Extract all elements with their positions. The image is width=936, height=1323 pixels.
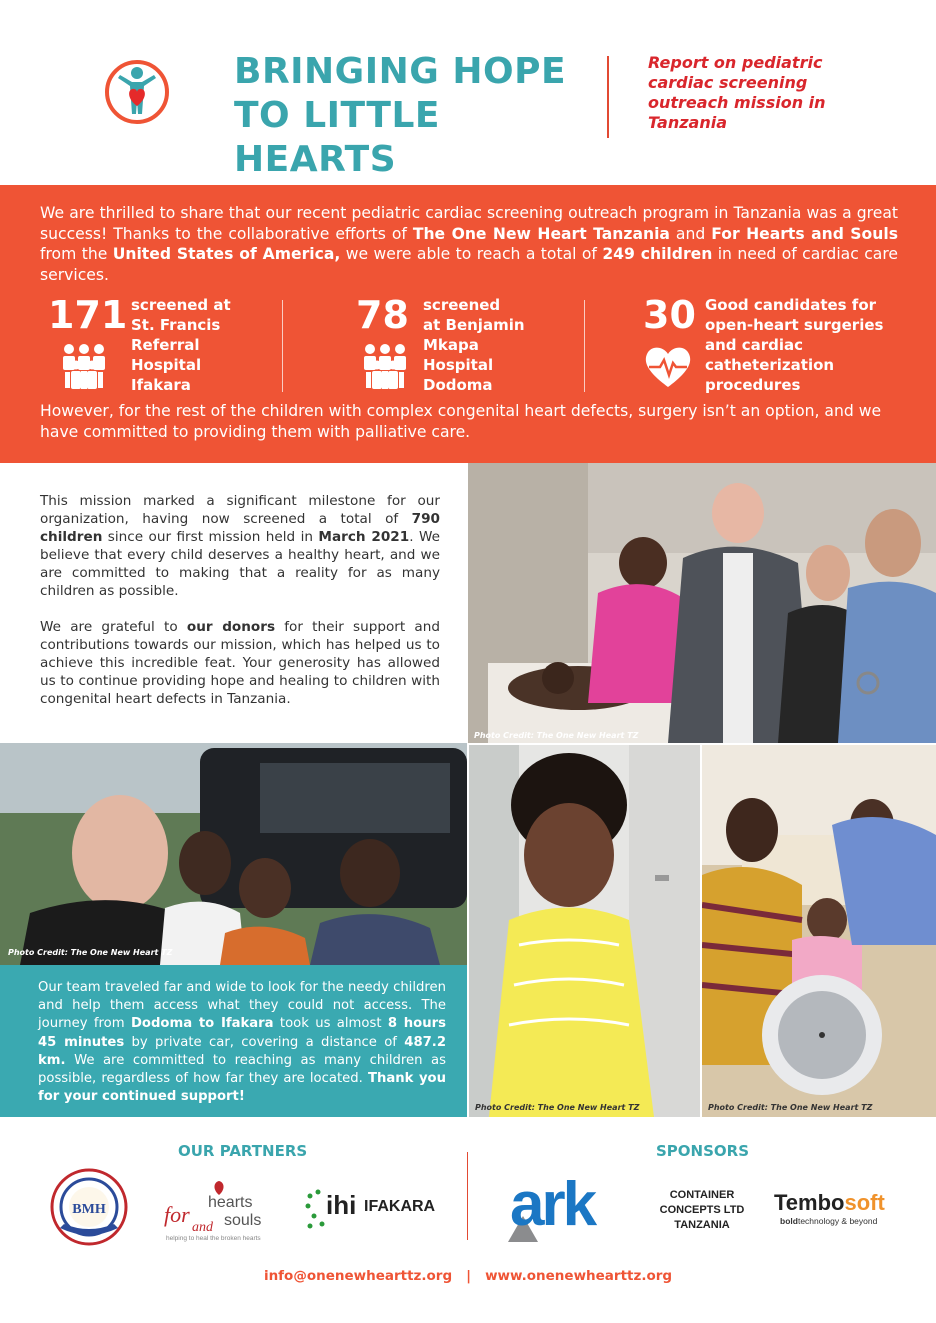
email-link[interactable]: info@onenewhearttz.org <box>263 1268 453 1284</box>
stat-number: 78 <box>356 293 409 337</box>
outro-paragraph: However, for the rest of the children with complex congenital heart defects, surgery isn’t an option, and we have committed to providing them with palliative care. <box>40 402 882 441</box>
photo-credit: Photo Credit: The One New Heart TZ <box>8 948 173 957</box>
header <box>0 0 936 185</box>
mission-paragraph-2: We are grateful to our donors for their support and contributions towards our mission, which has helped us to achieve this incredible feat. Your generosity has allowed us to continue providing hope and healing to children with congenital heart defects in Tanzania. <box>40 619 441 707</box>
fhs-and: and <box>192 1220 213 1235</box>
ihi-name: IFAKARA <box>364 1198 436 1215</box>
journey-box <box>0 965 467 1117</box>
mission-text <box>40 492 440 726</box>
photo-girl <box>469 745 700 1117</box>
heartbeat-icon <box>643 345 693 389</box>
page-subtitle: Report on pediatric cardiac screening outreach mission in Tanzania <box>648 53 826 132</box>
fhs-for: for <box>164 1202 190 1227</box>
header-divider <box>607 56 609 138</box>
children-group-icon <box>60 341 108 389</box>
footer-separator: | <box>466 1268 472 1284</box>
photo-credit: Photo Credit: The One New Heart TZ <box>708 1103 873 1112</box>
ark-text: ark <box>510 1170 595 1239</box>
weighing-photo-image <box>702 745 936 1117</box>
fhs-souls: souls <box>224 1212 262 1229</box>
team-photo-image <box>0 743 467 965</box>
svg-text:BMH: BMH <box>72 1202 106 1217</box>
screening-photo-image <box>468 463 936 743</box>
for-hearts-and-souls-logo <box>164 1180 280 1246</box>
photo-credit: Photo Credit: The One New Heart TZ <box>475 1103 640 1112</box>
summary-banner <box>0 185 936 463</box>
mission-paragraph-1: This mission marked a significant milestone for our organization, having now screened a total of 790 children since our first mission held in March 2021. We believe that every child deserves a healthy heart, and we are committed to making that a reality for as many children as possible. <box>40 493 440 599</box>
ihi-short: ihi <box>326 1190 357 1220</box>
page-title: BRINGING HOPE TO LITTLE HEARTS <box>234 51 567 180</box>
photo-credit: Photo Credit: The One New Heart TZ <box>474 731 639 740</box>
children-group-icon <box>361 341 409 389</box>
partners-sponsors-divider <box>467 1152 468 1240</box>
bmh-hospital-logo-icon <box>50 1168 128 1246</box>
journey-text: Our team traveled far and wide to look for the needy children and help them access what they could not access. The journey from Dodoma to Ifakara took us almost 8 hours 45 minutes by private car, covering a distance of 487.2 km. We are committed to reaching as many children as possible, regardless of how far they are located. Thank you for your continued support! <box>38 980 447 1105</box>
ark-logo <box>508 1170 616 1242</box>
photo-screening <box>468 463 936 743</box>
ihi-dots-icon <box>304 1188 326 1232</box>
intro-paragraph: We are thrilled to share that our recent pediatric cardiac screening outreach program in Tanzania was a great success! Thanks to the collaborative efforts of The One New Heart Tanzania and For Hearts and Souls from the United States of America, we were able to reach a total of 249 children in need of cardiac care services. <box>40 204 898 284</box>
stat-number: 171 <box>48 293 128 337</box>
stat-label: Good candidates for open-heart surgeries and cardiac catheterization procedures <box>705 296 884 394</box>
fhs-tagline: helping to heal the broken hearts <box>166 1235 261 1242</box>
partners-heading: OUR PARTNERS <box>178 1142 308 1160</box>
website-link[interactable]: www.onenewhearttz.org <box>485 1268 673 1284</box>
ihi-ifakara-logo <box>304 1188 444 1232</box>
photo-team <box>0 743 467 965</box>
tembosoft-logo: Tembosoft boldtechnology & beyond <box>774 1190 885 1226</box>
fhs-hearts: hearts <box>208 1194 253 1211</box>
sponsors-heading: SPONSORS <box>656 1142 750 1160</box>
girl-photo-image <box>469 745 700 1117</box>
footer-contact <box>0 1268 936 1284</box>
stat-divider <box>584 300 585 392</box>
heart-child-logo-icon <box>104 56 170 132</box>
stat-label: screened at Benjamin Mkapa Hospital Dodoma <box>423 296 525 394</box>
stat-number: 30 <box>643 293 696 337</box>
stat-divider <box>282 300 283 392</box>
container-concepts-logo: CONTAINER CONCEPTS LTD TANZANIA <box>659 1189 745 1231</box>
stat-label: screened at St. Francis Referral Hospital Ifakara <box>131 296 231 394</box>
photo-weighing <box>702 745 936 1117</box>
